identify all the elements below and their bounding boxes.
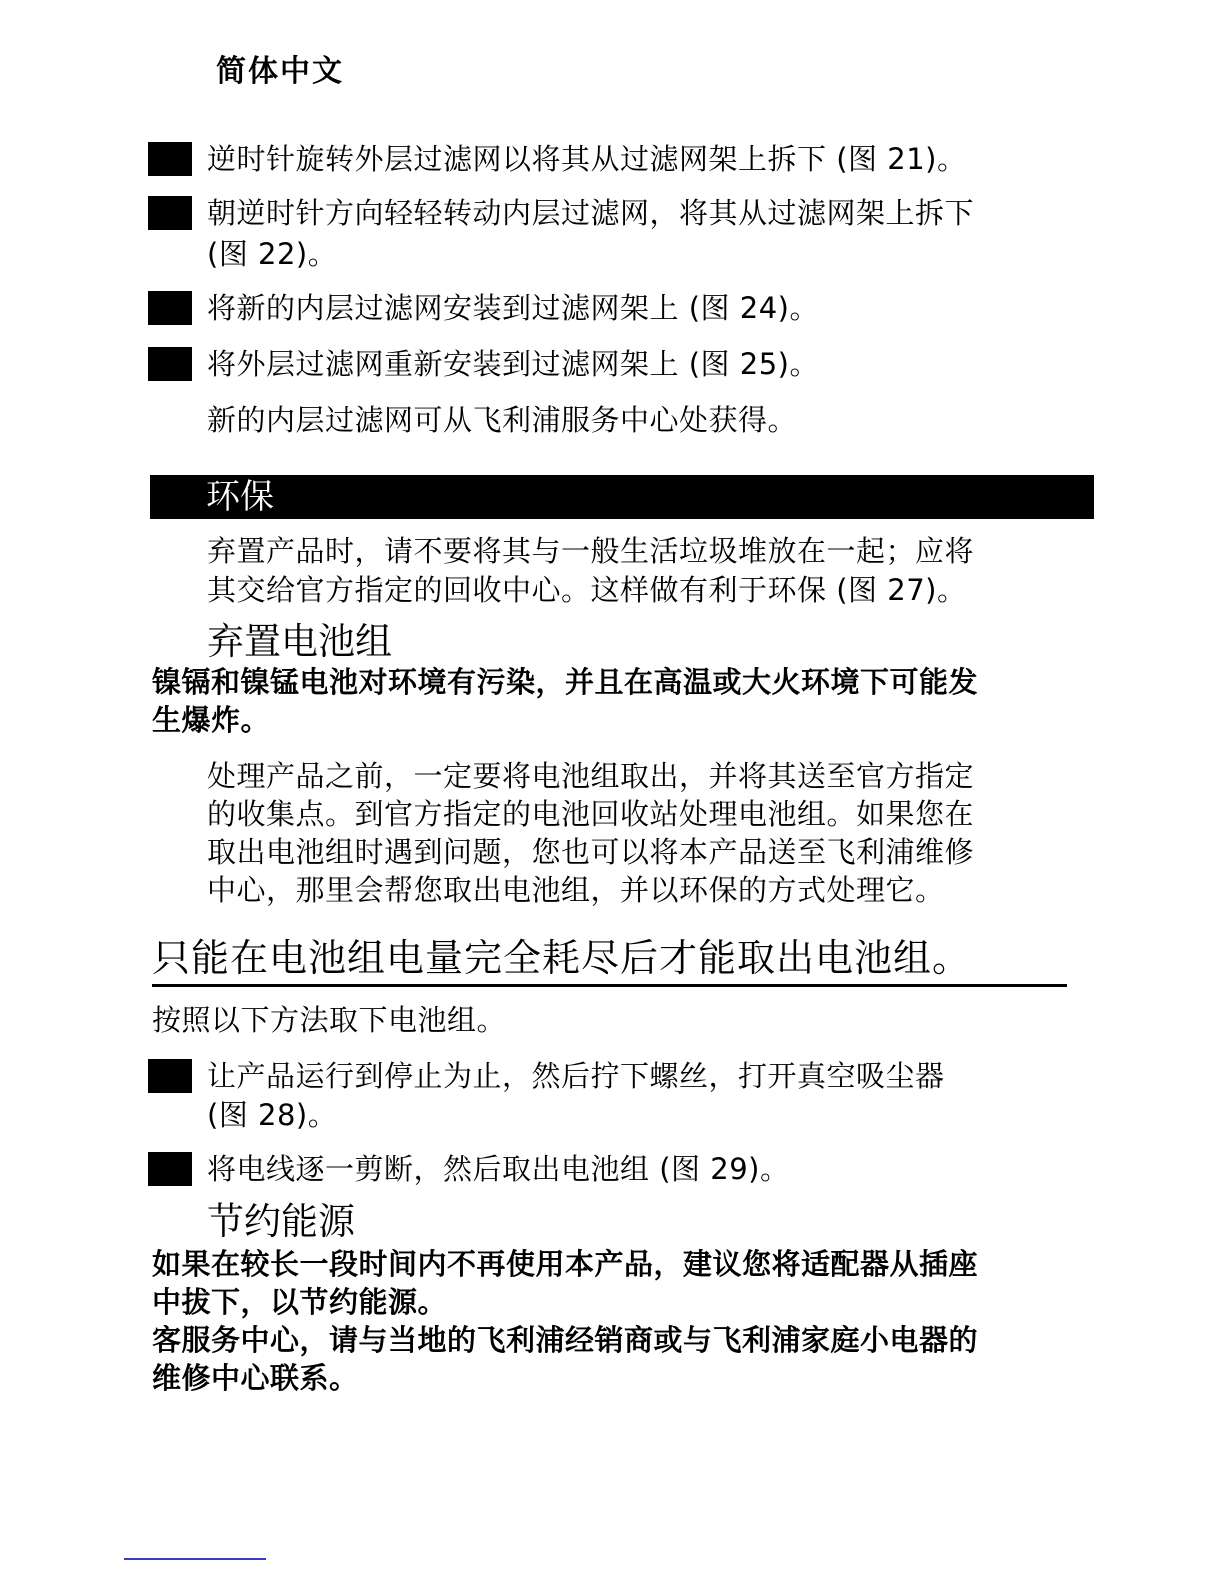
step-bullet <box>148 142 192 176</box>
environment-body-line-1: 弃置产品时，请不要将其与一般生活垃圾堆放在一起；应将 <box>207 534 975 568</box>
battery-remove-notice: 只能在电池组电量完全耗尽后才能取出电池组。 <box>152 934 1067 987</box>
step-bullet <box>148 1059 192 1093</box>
energy-saving-heading: 节约能源 <box>207 1200 355 1243</box>
step-bullet <box>148 196 192 230</box>
battery-body-line-1: 处理产品之前，一定要将电池组取出，并将其送至官方指定 <box>207 759 975 793</box>
battery-body-line-2: 的收集点。到官方指定的电池回收站处理电池组。如果您在 <box>207 797 975 831</box>
energy-body-line-3: 客服务中心，请与当地的飞利浦经销商或与飞利浦家庭小电器的 <box>152 1323 979 1357</box>
section-header-environment <box>150 475 1094 519</box>
step-2-line-2: (图 22)。 <box>207 237 338 271</box>
step-2-line-1: 朝逆时针方向轻轻转动内层过滤网，将其从过滤网架上拆下 <box>207 196 975 230</box>
battery-body-line-4: 中心，那里会帮您取出电池组，并以环保的方式处理它。 <box>207 873 945 907</box>
battery-warning-line-2: 生爆炸。 <box>152 703 271 737</box>
step-bullet <box>148 347 192 381</box>
energy-body-line-1: 如果在较长一段时间内不再使用本产品，建议您将适配器从插座 <box>152 1247 979 1281</box>
energy-body-line-4: 维修中心联系。 <box>152 1361 359 1395</box>
battery-disposal-heading: 弃置电池组 <box>207 620 392 663</box>
language-label: 简体中文 <box>216 54 344 89</box>
battery-body-line-3: 取出电池组时遇到问题，您也可以将本产品送至飞利浦维修 <box>207 835 975 869</box>
battery-warning-line-1: 镍镉和镍锰电池对环境有污染，并且在高温或大火环境下可能发 <box>152 665 979 699</box>
section-title: 环保 <box>206 477 274 517</box>
battery-step-1-line-1: 让产品运行到停止为止，然后拧下螺丝，打开真空吸尘器 <box>207 1059 945 1093</box>
battery-step-1-line-2: (图 28)。 <box>207 1098 338 1132</box>
step-bullet <box>148 1152 192 1186</box>
step-3-line-1: 将新的内层过滤网安装到过滤网架上 (图 24)。 <box>207 291 819 325</box>
step-1-line-1: 逆时针旋转外层过滤网以将其从过滤网架上拆下 (图 21)。 <box>207 142 967 176</box>
step-4-line-1: 将外层过滤网重新安装到过滤网架上 (图 25)。 <box>207 347 819 381</box>
environment-body-line-2: 其交给官方指定的回收中心。这样做有利于环保 (图 27)。 <box>207 573 967 607</box>
battery-step-2-line-1: 将电线逐一剪断，然后取出电池组 (图 29)。 <box>207 1152 790 1186</box>
filter-note: 新的内层过滤网可从飞利浦服务中心处获得。 <box>207 403 798 437</box>
battery-intro: 按照以下方法取下电池组。 <box>152 1003 507 1037</box>
energy-body-line-2: 中拔下，以节约能源。 <box>152 1285 448 1319</box>
footer-rule <box>124 1558 266 1560</box>
step-bullet <box>148 291 192 325</box>
